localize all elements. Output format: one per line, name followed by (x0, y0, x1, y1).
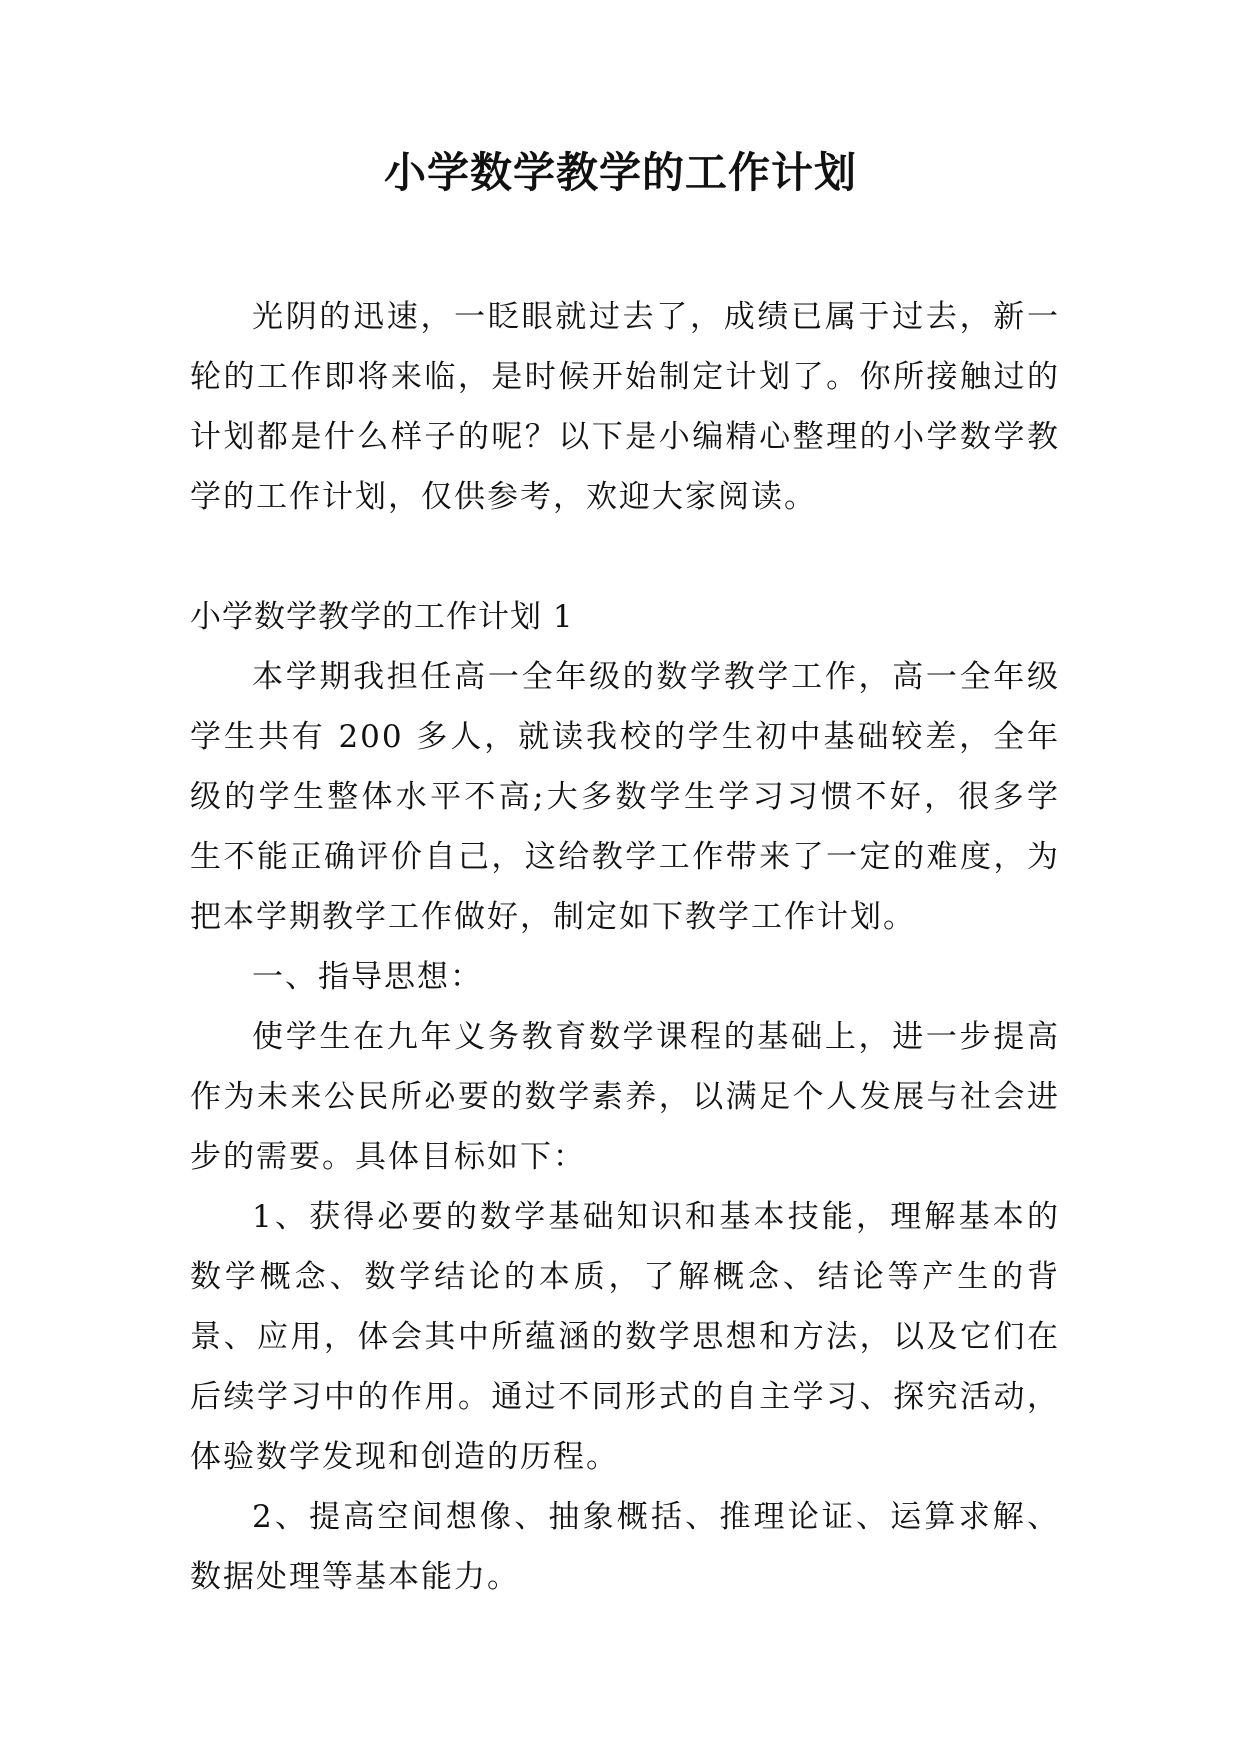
intro-paragraph: 光阴的迅速，一眨眼就过去了，成绩已属于过去，新一轮的工作即将来临，是时候开始制定计划了。你所接触过的计划都是什么样子的呢？以下是小编精心整理的小学数学教学的工作计划，仅供参考，欢迎大家阅读。 (190, 299, 1060, 515)
document-title: 小学数学教学的工作计划 (383, 148, 857, 197)
subheading-guiding-ideology: 一、指导思想： (252, 959, 483, 995)
body-paragraph-1: 本学期我担任高一全年级的数学教学工作，高一全年级学生共有 200 多人，就读我校的学生初中基础较差，全年级的学生整体水平不高;大多数学生学习习惯不好，很多学生不能正确评价自己，这给教学工作带来了一定的难度，为把本学期教学工作做好，制定如下教学工作计划。 (190, 659, 1060, 935)
numbered-item-1: 1、获得必要的数学基础知识和基本技能，理解基本的数学概念、数学结论的本质，了解概念、结论等产生的背景、应用，体会其中所蕴涵的数学思想和方法，以及它们在后续学习中的作用。通过不同形式的自主学习、探究活动，体验数学发现和创造的历程。 (190, 1199, 1060, 1475)
document-body (190, 287, 1060, 1607)
section-heading: 小学数学教学的工作计划 1 (190, 599, 574, 635)
numbered-item-2: 2、提高空间想像、抽象概括、推理论证、运算求解、数据处理等基本能力。 (190, 1499, 1060, 1595)
body-paragraph-2: 使学生在九年义务教育数学课程的基础上，进一步提高作为未来公民所必要的数学素养，以满足个人发展与社会进步的需要。具体目标如下： (190, 1019, 1060, 1175)
